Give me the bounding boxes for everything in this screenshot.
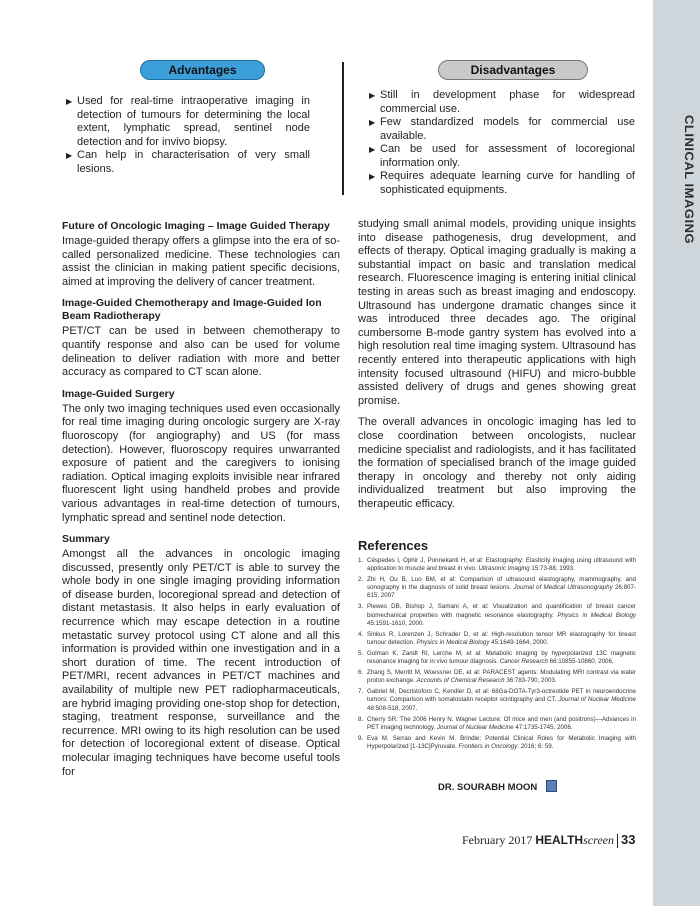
list-item: ▶ Few standardized models for commercial use available. bbox=[369, 116, 635, 142]
reference-item bbox=[358, 557, 636, 573]
reference-text: Plewes DB, Bishop J, Samani A, et al: Visualization and quantification of breast cancer biomechanical properties with magnetic resonance elastography. bbox=[367, 603, 636, 619]
disadvantages-heading: Disadvantages bbox=[438, 60, 588, 80]
reference-journal: Cancer Research bbox=[499, 658, 548, 666]
reference-number: 3. bbox=[358, 603, 364, 611]
reference-item bbox=[358, 669, 636, 685]
reference-tail: 36:783-790, 2003. bbox=[504, 677, 557, 685]
reference-text: Zhi H, Ou B, Luo BM, et al: Comparison of ultrasound elastography, mammography, and sonography in the diagnosis of solid breast lesions. bbox=[367, 576, 636, 592]
reference-item bbox=[358, 650, 636, 666]
reference-text: Cherry SR: The 2006 Henry N. Wagner Lecture: Of mice and men (and positrons)—Advances in PET imaging technology. bbox=[367, 715, 636, 731]
divider bbox=[342, 62, 344, 195]
references-list bbox=[358, 557, 636, 754]
paragraph: studying small animal models, providing unique insights into disease pathogenesis, drug development, and effects of therapy. Optical imaging gradually is making a substantial impact on basic and translation medical research. Fluorescence imaging is entering initial clinical testing in areas such as breast imaging and endoscopy. Ultrasound has undergone dramatic changes since it was introduced three decades ago. The original cumbersome B-mode gantry system has evolved into a high resolution real time imaging system. Ultrasound has recently entered into therapeutic applications with high intensity focused ultrasound (HIFU) and micro-bubble assisted delivery of drugs and genes showing great promise. bbox=[358, 218, 636, 407]
list-item: ▶ Can help in characterisation of very small lesions. bbox=[66, 149, 310, 175]
references-heading: References bbox=[358, 538, 429, 553]
reference-text: Zhang S, Merritt M, Woessner DE, et al: PARACEST agents: Modulating MRI contrast via water proton exchange. bbox=[367, 669, 636, 685]
reference-tail: 45:1591-1610, 2000. bbox=[367, 619, 425, 627]
section-heading: Image-Guided Surgery bbox=[62, 387, 175, 400]
issue-date: February 2017 bbox=[462, 833, 533, 847]
triangle-bullet-icon: ▶ bbox=[369, 172, 376, 181]
reference-text: Céspedes I, Ophir J, Ponnekanti H, et al: Elastography: Elasticity imaging using ultrasound with application to muscle and breast in vivo. bbox=[367, 557, 636, 573]
reference-journal: Accounts of Chemical Research bbox=[416, 677, 505, 685]
reference-item bbox=[358, 576, 636, 600]
brand-script: screen bbox=[583, 833, 614, 847]
triangle-bullet-icon: ▶ bbox=[66, 97, 73, 106]
footer-divider bbox=[617, 834, 618, 848]
reference-journal: Frontiers in Oncology bbox=[458, 742, 518, 750]
reference-number: 9. bbox=[358, 734, 364, 742]
paragraph: Image-guided therapy offers a glimpse into the era of so-called personalized medicine. These technologies can assist the clinician in making patient specific decisions, aimed at improving the delivery of cancer treatment. bbox=[62, 235, 340, 288]
reference-journal: Journal of Medical Ultrasonography bbox=[513, 584, 613, 592]
reference-journal: Journal of Nuclear Medicine bbox=[436, 723, 514, 731]
reference-tail: 45:1649-1664, 2000. bbox=[489, 638, 549, 646]
reference-number: 6. bbox=[358, 669, 364, 677]
reference-number: 2. bbox=[358, 576, 364, 584]
page-number: 33 bbox=[620, 832, 636, 847]
reference-number: 8. bbox=[358, 715, 364, 723]
triangle-bullet-icon: ▶ bbox=[369, 118, 376, 127]
reference-text: Eva M. Serrao and Kevin M. Brindle: Potential Clinical Roles for Metabolic Imaging with Hyperpolarized [1-13C]Pyruvate. bbox=[367, 734, 636, 750]
triangle-bullet-icon: ▶ bbox=[369, 91, 376, 100]
reference-text: Golman K, Zandt RI, Lerche M, et al: Metabolic imaging by hyperpolarized 13C magnetic resonance imaging for in vivo tumour diagnosis. bbox=[367, 649, 636, 666]
list-item: ▶ Still in development phase for widespread commercial use. bbox=[369, 89, 635, 115]
list-item: ▶ Used for real-time intraoperative imaging in detection of tumours for determining the local extent, lymphatic spread, sentinel node detection and for invivo biopsy. bbox=[66, 95, 310, 148]
reference-tail: 15:73-88, 1993. bbox=[529, 565, 575, 573]
reference-text: Gabriel M, Decristoforo C, Kendler D, et al: 68Ga-DOTA-Tyr3-octreotide PET in neuroendocrine tumors: Comparison with somatostatin receptor scintigraphy and CT. bbox=[367, 688, 636, 704]
reference-item bbox=[358, 735, 636, 751]
author-name: DR. SOURABH MOON bbox=[438, 782, 538, 793]
list-item: ▶ Can be used for assessment of locoregional information only. bbox=[369, 143, 635, 169]
section-heading: Future of Oncologic Imaging – Image Guided Therapy bbox=[62, 220, 330, 232]
advantages-list bbox=[66, 95, 310, 176]
reference-text: Sinkus R, Lorenzen J, Schrader D, et al: High-resolution tensor MR elastography for breast tumour detection. bbox=[367, 630, 636, 646]
section-label: CLINICAL IMAGING bbox=[682, 115, 696, 245]
triangle-bullet-icon: ▶ bbox=[369, 145, 376, 154]
reference-item bbox=[358, 631, 636, 647]
reference-journal: Journal of Nuclear Medicine bbox=[558, 696, 636, 704]
reference-tail: . 2016; 6: 59. bbox=[517, 742, 554, 750]
section-heading: Image-Guided Chemotherapy and Image-Guided Ion Beam Radiotherapy bbox=[62, 297, 322, 323]
paragraph: PET/CT can be used in between chemotherapy to quantify response and also can be used for volume delineation to deliver radiation with more and better accuracy as compared to CT scan alone. bbox=[62, 325, 340, 379]
reference-item bbox=[358, 688, 636, 712]
left-column bbox=[62, 220, 340, 787]
reference-item bbox=[358, 716, 636, 732]
paragraph: Amongst all the advances in oncologic imaging discussed, presently only PET/CT is able to survey the whole body in one single imaging providing information of disease burden, locoregional spread and detection of distant metastasis. It also helps in early evaluation of recurrence which may escape detection in a routine metastatic survey protocol using CT alone and all this information is provided within one investigation and in a short duration of time. The recent introduction of PET/MRI, recent advances in PET/CT machines and availability of multiple new PET radiopharmaceuticals, are hybrid imaging providing one-stop shop for detection, staging, treatment response, surveillance and the recurrence. MRI owing to its high resolution can be used for detection of locoregional extent of disease. Optical molecular imaging techniques have become useful tools for bbox=[62, 548, 340, 778]
disadvantages-list bbox=[369, 89, 635, 197]
section-heading: Summary bbox=[62, 533, 110, 546]
advantages-heading: Advantages bbox=[140, 60, 265, 80]
right-column bbox=[358, 218, 636, 519]
paragraph: The overall advances in oncologic imaging has led to close coordination between oncologists, nuclear medicine specialist and radiologists, and it has facilitated the formation of specialised branch of the image guided therapy in oncology and thereby not only aiding individualized treatment but also improving the therapeutic efficacy. bbox=[358, 416, 636, 510]
triangle-bullet-icon: ▶ bbox=[66, 151, 73, 160]
reference-journal: Physics in Medical Biology bbox=[557, 611, 636, 619]
reference-number: 4. bbox=[358, 630, 364, 638]
reference-number: 1. bbox=[358, 557, 364, 564]
reference-tail: 26:807-815, 2007 bbox=[367, 584, 636, 600]
reference-journal: Physics in Medical Biology bbox=[416, 638, 490, 646]
reference-tail: 66:10855-10860, 2006. bbox=[547, 658, 614, 666]
brand-name: HEALTH bbox=[535, 833, 584, 847]
page-footer bbox=[462, 832, 635, 848]
reference-tail: 48:508-518, 2007. bbox=[367, 704, 418, 712]
reference-journal: Ultrasonic Imaging bbox=[478, 565, 530, 573]
reference-item bbox=[358, 603, 636, 627]
reference-number: 5. bbox=[358, 649, 364, 657]
reference-tail: 47:1735-1745, 2006. bbox=[513, 723, 573, 731]
author-photo-icon bbox=[546, 780, 557, 792]
paragraph: The only two imaging techniques used even occasionally for real time imaging during oncologic surgery are X-ray fluoroscopy (for angiography) and US (for mass detection). However, fluoroscopy requires unwarranted exposure of patient and the caregivers to ionising radiation. Optical imaging exploits invisible near infrared fluorescent light using handheld probes and provide various advantages in real-time detection of tumours, lymphatic spread and sentinel node detection. bbox=[62, 402, 340, 524]
reference-number: 7. bbox=[358, 688, 364, 696]
list-item: ▶ Requires adequate learning curve for handling of sophisticated equipments. bbox=[369, 170, 635, 196]
